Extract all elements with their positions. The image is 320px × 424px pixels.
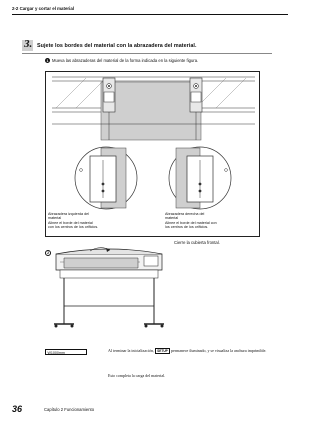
step-number: 3. bbox=[24, 38, 33, 50]
note-tag: W1000mm bbox=[45, 349, 87, 355]
note-text bbox=[108, 348, 273, 354]
note-completion: Esto completa la carga del material. bbox=[108, 373, 166, 378]
step-rule bbox=[22, 53, 272, 54]
substep-2-marker: 2 bbox=[45, 250, 51, 256]
step-heading bbox=[22, 40, 197, 51]
caption-left-line-4: con los centros de los orificios. bbox=[48, 225, 99, 230]
caption-right-line-2: material bbox=[165, 216, 179, 221]
step-title: Sujete los bordes del material con la abrazadera del material. bbox=[37, 42, 197, 49]
header-rule bbox=[12, 14, 288, 15]
caption-left-line-2: material bbox=[48, 216, 62, 221]
caption-left-clamp bbox=[48, 212, 98, 230]
substep-2-text: Cierre la cubierta frontal. bbox=[174, 240, 220, 245]
setup-badge: SETUP bbox=[155, 348, 170, 354]
caption-left-line-1: Abrazadera izquierda del bbox=[48, 212, 89, 216]
substep-1 bbox=[45, 58, 198, 63]
page-number: 36 bbox=[12, 404, 23, 414]
caption-right-line-4: los centros de los orificios. bbox=[165, 225, 209, 230]
note-line1-after: permanece iluminado, y se visualiza la bbox=[171, 348, 233, 354]
caption-left-line-3: Alinee el borde del material bbox=[48, 220, 93, 225]
substep-1-marker: 1 bbox=[46, 58, 49, 63]
step-number-box bbox=[22, 40, 33, 51]
substep-1-text: Mueva las abrazaderas del material de la forma indicada en la siguiente figura. bbox=[52, 58, 199, 63]
caption-right-line-3: Alinee el borde del material con bbox=[165, 220, 217, 225]
chapter-label: Capítulo 2 Funcionamiento bbox=[44, 407, 95, 412]
caption-right-line-1: Abrazadera derecha del bbox=[165, 212, 205, 216]
note-line2: anchura imprimible. bbox=[233, 348, 267, 354]
section-header: 2-2 Cargar y cortar el material bbox=[12, 6, 74, 11]
printer-illustration bbox=[50, 246, 168, 332]
caption-right-clamp bbox=[165, 212, 217, 230]
note-line1-before: Al terminar la inicialización, bbox=[108, 348, 154, 354]
